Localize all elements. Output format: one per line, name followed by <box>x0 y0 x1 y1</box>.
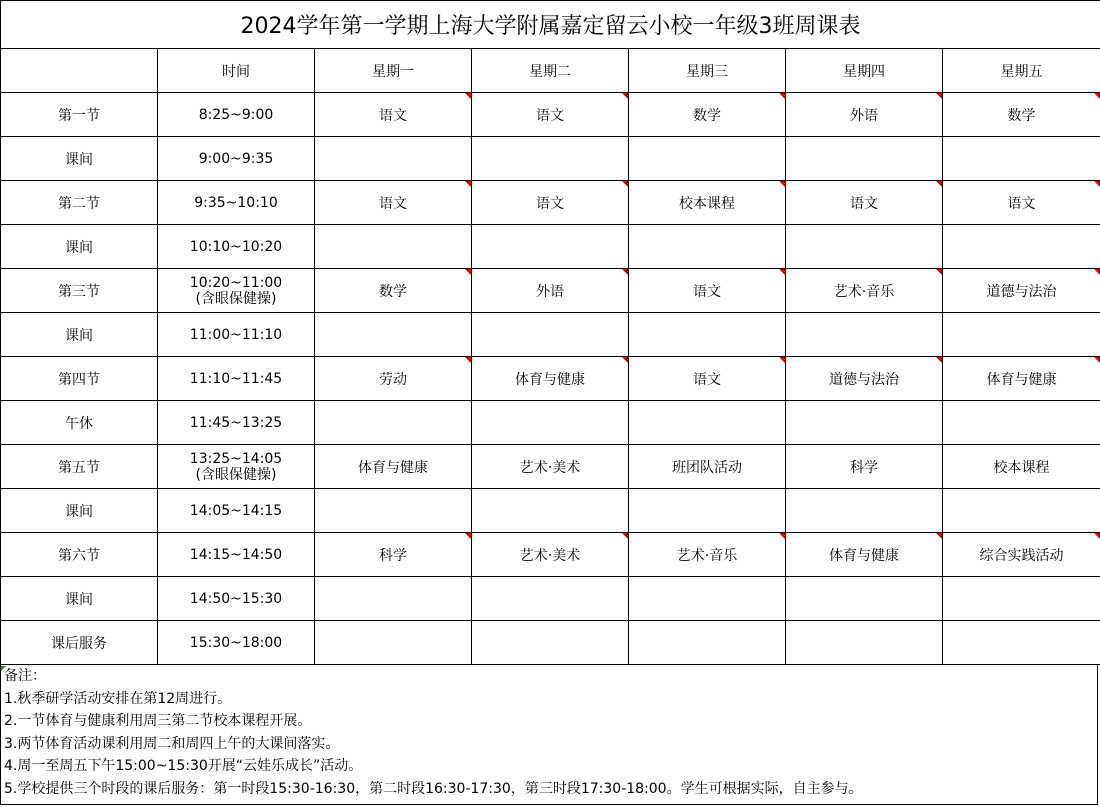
sheet-title[interactable]: 2024学年第一学期上海大学附属嘉定留云小校一年级3班周课表 <box>1 1 1100 49</box>
header-cell[interactable]: 星期三 <box>629 49 786 93</box>
subject-cell[interactable]: 班团队活动 <box>629 445 786 489</box>
header-row <box>1 49 1100 93</box>
period-label-cell[interactable]: 第二节 <box>1 181 158 225</box>
subject-cell[interactable]: 劳动 <box>315 357 472 401</box>
subject-cell[interactable] <box>943 489 1100 533</box>
subject-cell[interactable] <box>472 577 629 621</box>
timetable-row <box>1 621 1100 665</box>
subject-cell[interactable] <box>315 137 472 181</box>
subject-cell[interactable]: 数学 <box>629 93 786 137</box>
subject-cell[interactable]: 语文 <box>472 93 629 137</box>
time-text: 14:15~14:50 <box>189 546 283 563</box>
subject-cell[interactable] <box>315 225 472 269</box>
timetable-row <box>1 269 1100 313</box>
subject-cell[interactable] <box>786 401 943 445</box>
note-item: 2.一节体育与健康利用周三第二节校本课程开展。 <box>4 713 312 730</box>
subject-cell[interactable] <box>629 489 786 533</box>
timetable-row <box>1 225 1100 269</box>
time-text: 11:10~11:45 <box>189 370 283 387</box>
header-cell[interactable]: 星期一 <box>315 49 472 93</box>
header-cell[interactable]: 时间 <box>158 49 315 93</box>
time-text: (含眼保健操) <box>195 466 277 483</box>
note-item: 4.周一至周五下午15:00~15:30开展“云娃乐成长”活动。 <box>4 758 363 775</box>
time-cell[interactable] <box>158 181 315 225</box>
subject-cell[interactable] <box>315 621 472 665</box>
time-cell[interactable] <box>158 269 315 313</box>
note-indicator-icon <box>1 666 6 671</box>
period-label-cell[interactable]: 课间 <box>1 577 158 621</box>
note-item: 1.秋季研学活动安排在第12周进行。 <box>4 690 232 707</box>
subject-cell[interactable]: 语文 <box>943 181 1100 225</box>
period-label-cell[interactable]: 课间 <box>1 489 158 533</box>
subject-cell[interactable]: 体育与健康 <box>943 357 1100 401</box>
time-text: (含眼保健操) <box>195 290 277 307</box>
subject-cell[interactable] <box>629 137 786 181</box>
subject-cell[interactable] <box>786 225 943 269</box>
subject-cell[interactable] <box>315 401 472 445</box>
time-text: 11:00~11:10 <box>189 326 283 343</box>
subject-cell[interactable] <box>472 621 629 665</box>
subject-cell[interactable] <box>315 313 472 357</box>
subject-cell[interactable]: 语文 <box>786 181 943 225</box>
subject-cell[interactable]: 语文 <box>472 181 629 225</box>
subject-cell[interactable] <box>786 577 943 621</box>
subject-cell[interactable] <box>629 225 786 269</box>
subject-cell[interactable]: 艺术·音乐 <box>629 533 786 577</box>
subject-cell[interactable] <box>472 137 629 181</box>
subject-cell[interactable] <box>629 577 786 621</box>
subject-cell[interactable]: 道德与法治 <box>943 269 1100 313</box>
time-cell[interactable] <box>158 313 315 357</box>
subject-cell[interactable] <box>943 401 1100 445</box>
time-text: 14:05~14:15 <box>189 502 283 519</box>
note-item: 5.学校提供三个时段的课后服务：第一时段15:30-16:30，第二时段16:30-17:30，第三时段17:30-18:00。学生可根据实际，自主参与。 <box>4 780 863 797</box>
note-item: 3.两节体育活动课利用周二和周四上午的大课间落实。 <box>4 735 340 752</box>
header-cell[interactable]: 星期四 <box>786 49 943 93</box>
subject-cell[interactable] <box>472 313 629 357</box>
subject-cell[interactable]: 体育与健康 <box>472 357 629 401</box>
subject-cell[interactable]: 体育与健康 <box>315 445 472 489</box>
period-label-cell[interactable]: 课间 <box>1 137 158 181</box>
time-text: 10:20~11:00 <box>189 274 283 291</box>
subject-cell[interactable]: 数学 <box>315 269 472 313</box>
subject-cell[interactable] <box>472 401 629 445</box>
subject-cell[interactable] <box>786 137 943 181</box>
timetable-row <box>1 357 1100 401</box>
subject-cell[interactable]: 科学 <box>315 533 472 577</box>
subject-cell[interactable]: 语文 <box>629 357 786 401</box>
subject-cell[interactable] <box>943 225 1100 269</box>
timetable-row <box>1 401 1100 445</box>
time-text: 15:30~18:00 <box>189 634 283 651</box>
timetable-row <box>1 137 1100 181</box>
time-cell[interactable] <box>158 577 315 621</box>
subject-cell[interactable]: 艺术·美术 <box>472 445 629 489</box>
period-label-cell[interactable]: 第一节 <box>1 93 158 137</box>
subject-cell[interactable] <box>786 489 943 533</box>
subject-cell[interactable] <box>943 577 1100 621</box>
subject-cell[interactable] <box>943 137 1100 181</box>
subject-cell[interactable]: 校本课程 <box>943 445 1100 489</box>
subject-cell[interactable]: 外语 <box>472 269 629 313</box>
subject-cell[interactable]: 语文 <box>315 181 472 225</box>
subject-cell[interactable] <box>629 621 786 665</box>
time-cell[interactable] <box>158 93 315 137</box>
subject-cell[interactable]: 体育与健康 <box>786 533 943 577</box>
subject-cell[interactable] <box>943 621 1100 665</box>
period-label-cell[interactable]: 午休 <box>1 401 158 445</box>
timetable-row <box>1 577 1100 621</box>
header-cell[interactable]: 星期二 <box>472 49 629 93</box>
subject-cell[interactable]: 道德与法治 <box>786 357 943 401</box>
header-cell[interactable] <box>1 49 158 93</box>
subject-cell[interactable] <box>943 313 1100 357</box>
notes-heading: 备注： <box>4 668 46 684</box>
subject-cell[interactable] <box>629 313 786 357</box>
subject-cell[interactable] <box>629 401 786 445</box>
period-label-cell[interactable]: 第六节 <box>1 533 158 577</box>
timetable-row <box>1 93 1100 137</box>
period-label-cell[interactable]: 课间 <box>1 225 158 269</box>
subject-cell[interactable]: 语文 <box>629 269 786 313</box>
period-label-cell[interactable]: 课间 <box>1 313 158 357</box>
subject-cell[interactable] <box>315 577 472 621</box>
period-label-cell[interactable]: 第五节 <box>1 445 158 489</box>
time-cell[interactable] <box>158 401 315 445</box>
subject-cell[interactable]: 语文 <box>315 93 472 137</box>
subject-cell[interactable] <box>472 225 629 269</box>
period-label-cell[interactable]: 第三节 <box>1 269 158 313</box>
time-text: 8:25~9:00 <box>198 106 274 123</box>
time-text: 11:45~13:25 <box>189 414 283 431</box>
time-cell[interactable] <box>158 225 315 269</box>
timetable-row <box>1 489 1100 533</box>
time-cell[interactable] <box>158 533 315 577</box>
subject-cell[interactable]: 外语 <box>786 93 943 137</box>
subject-cell[interactable] <box>315 489 472 533</box>
period-label-cell[interactable]: 第四节 <box>1 357 158 401</box>
subject-cell[interactable]: 科学 <box>786 445 943 489</box>
time-text: 9:35~10:10 <box>194 194 278 211</box>
subject-cell[interactable]: 艺术·美术 <box>472 533 629 577</box>
subject-cell[interactable]: 艺术·音乐 <box>786 269 943 313</box>
time-text: 9:00~9:35 <box>198 150 274 167</box>
timetable-row <box>1 181 1100 225</box>
time-text: 14:50~15:30 <box>189 590 283 607</box>
time-cell[interactable] <box>158 357 315 401</box>
time-cell[interactable] <box>158 445 315 489</box>
header-cell[interactable]: 星期五 <box>943 49 1100 93</box>
time-cell[interactable] <box>158 489 315 533</box>
time-text: 13:25~14:05 <box>189 450 283 467</box>
subject-cell[interactable]: 综合实践活动 <box>943 533 1100 577</box>
timetable-row <box>1 533 1100 577</box>
subject-cell[interactable]: 校本课程 <box>629 181 786 225</box>
period-label-cell[interactable]: 课后服务 <box>1 621 158 665</box>
notes-section[interactable] <box>0 665 1098 805</box>
time-cell[interactable] <box>158 621 315 665</box>
time-text: 10:10~10:20 <box>189 238 283 255</box>
subject-cell[interactable]: 数学 <box>943 93 1100 137</box>
subject-cell[interactable] <box>786 621 943 665</box>
subject-cell[interactable] <box>786 313 943 357</box>
time-cell[interactable] <box>158 137 315 181</box>
timetable-row <box>1 313 1100 357</box>
timetable-row <box>1 445 1100 489</box>
subject-cell[interactable] <box>472 489 629 533</box>
